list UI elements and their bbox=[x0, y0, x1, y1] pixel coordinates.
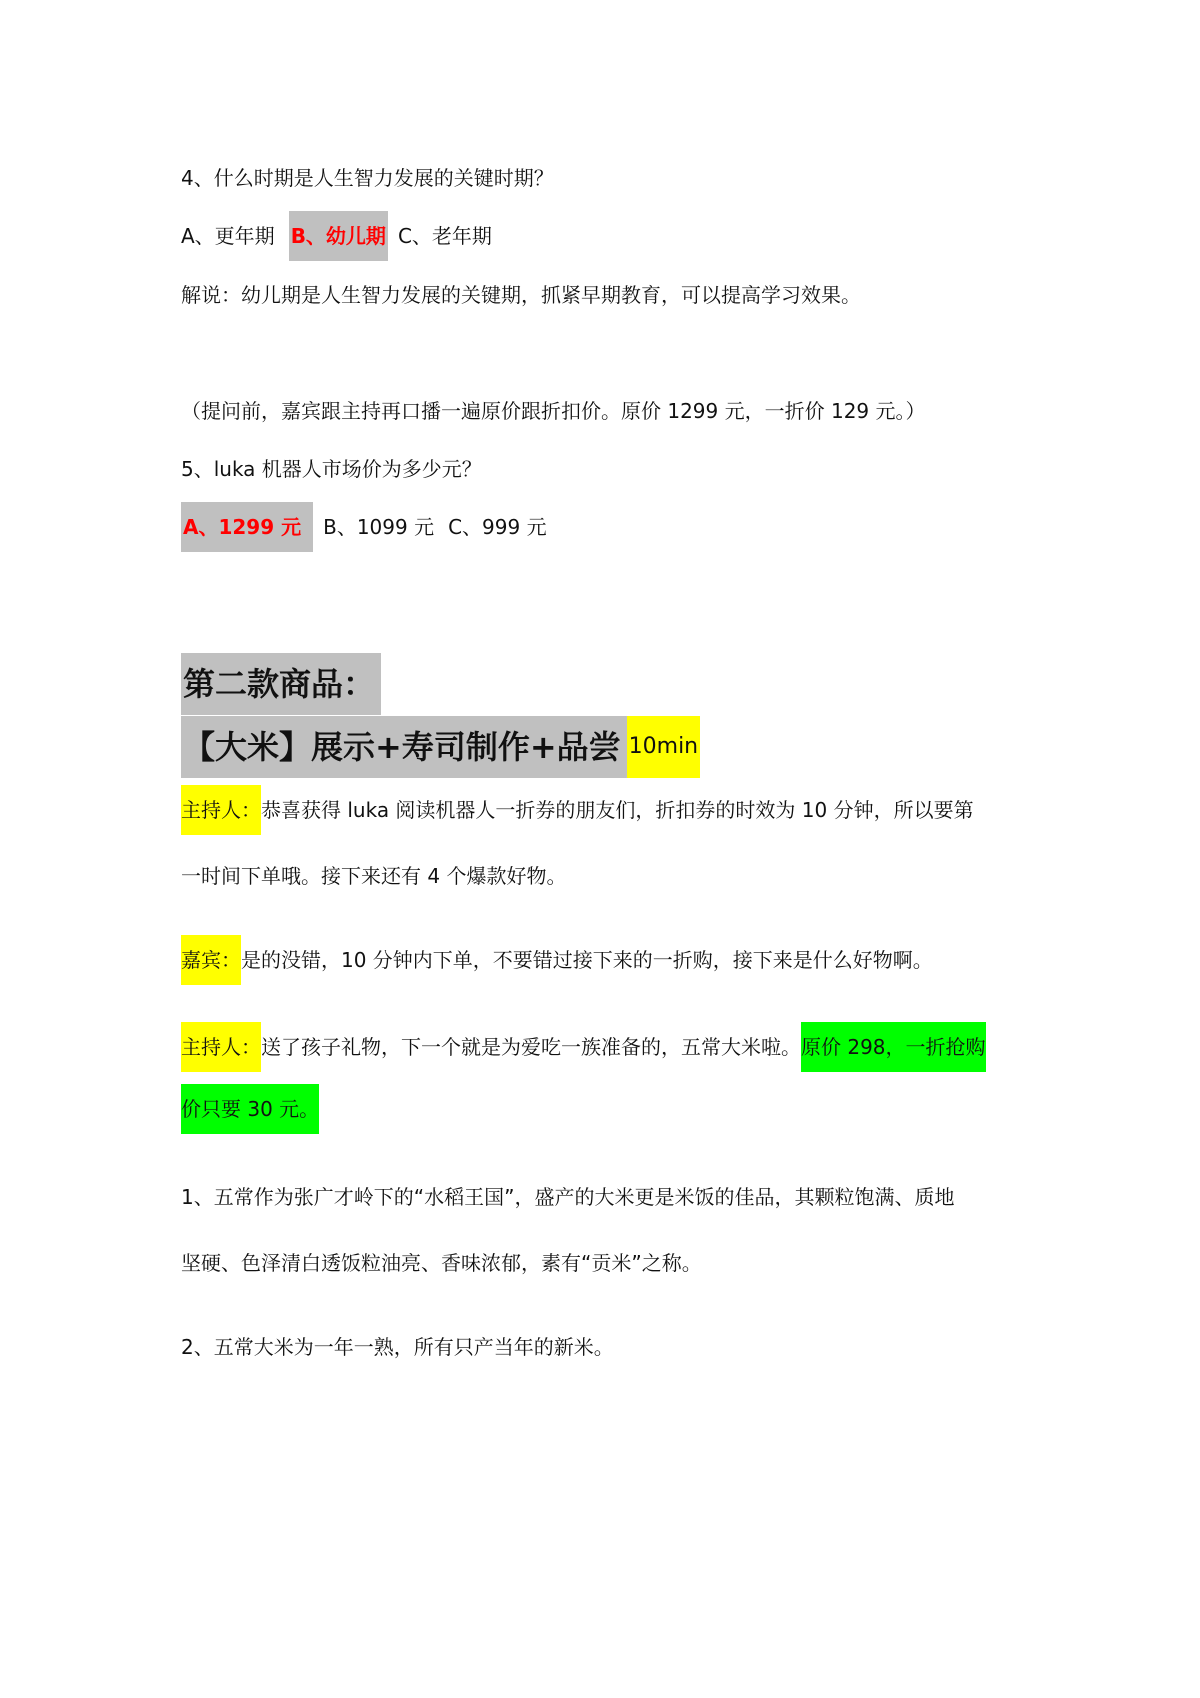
q5-option-a-correct: A、1299 元 bbox=[181, 502, 313, 552]
host-note: （提问前，嘉宾跟主持再口播一遍原价跟折扣价。原价 1299 元，一折价 129 元。） bbox=[181, 399, 926, 423]
dialogue-host-1-continued: 一时间下单哦。接下来还有 4 个爆款好物。 bbox=[181, 864, 567, 888]
question-5: 5、luka 机器人市场价为多少元？ bbox=[181, 457, 482, 481]
point-2: 2、五常大米为一年一熟，所有只产当年的新米。 bbox=[181, 1335, 614, 1359]
product-2-subtitle bbox=[181, 716, 700, 778]
speaker-guest: 嘉宾： bbox=[181, 935, 241, 985]
dialogue-text: 恭喜获得 luka 阅读机器人一折券的朋友们，折扣券的时效为 10 分钟，所以要第 bbox=[261, 798, 974, 822]
price-highlight-continued: 价只要 30 元。 bbox=[181, 1084, 319, 1134]
dialogue-host-2 bbox=[181, 1022, 986, 1072]
dialogue-host-2-continued bbox=[181, 1084, 319, 1134]
q4-option-a: A、更年期 bbox=[181, 224, 275, 248]
point-1-continued: 坚硬、色泽清白透饭粒油亮、香味浓郁，素有“贡米”之称。 bbox=[181, 1251, 702, 1275]
q4-option-c: C、老年期 bbox=[397, 224, 492, 248]
speaker-host: 主持人： bbox=[181, 785, 261, 835]
price-highlight: 原价 298，一折抢购 bbox=[801, 1022, 986, 1072]
product-2-duration: 10min bbox=[627, 716, 700, 778]
q4-option-b-correct: B、幼儿期 bbox=[289, 211, 388, 261]
speaker-host: 主持人： bbox=[181, 1022, 261, 1072]
question-4-options bbox=[181, 211, 492, 261]
product-2-subtitle-text: 【大米】展示+寿司制作+品尝 bbox=[181, 716, 627, 778]
product-2-title-text: 第二款商品： bbox=[181, 653, 381, 715]
question-4: 4、什么时期是人生智力发展的关键时期？ bbox=[181, 166, 554, 190]
point-1: 1、五常作为张广才岭下的“水稻王国”，盛产的大米更是米饭的佳品，其颗粒饱满、质地 bbox=[181, 1185, 955, 1209]
dialogue-text: 送了孩子礼物，下一个就是为爱吃一族准备的，五常大米啦。 bbox=[261, 1035, 801, 1059]
dialogue-host-1 bbox=[181, 785, 974, 835]
q4-explanation: 解说：幼儿期是人生智力发展的关键期，抓紧早期教育，可以提高学习效果。 bbox=[181, 283, 861, 307]
product-2-title bbox=[181, 653, 381, 715]
q5-option-c: C、999 元 bbox=[448, 515, 547, 539]
q5-option-b: B、1099 元 bbox=[323, 515, 435, 539]
question-5-options bbox=[181, 502, 547, 552]
dialogue-text: 是的没错，10 分钟内下单，不要错过接下来的一折购，接下来是什么好物啊。 bbox=[241, 948, 933, 972]
dialogue-guest-1 bbox=[181, 935, 933, 985]
